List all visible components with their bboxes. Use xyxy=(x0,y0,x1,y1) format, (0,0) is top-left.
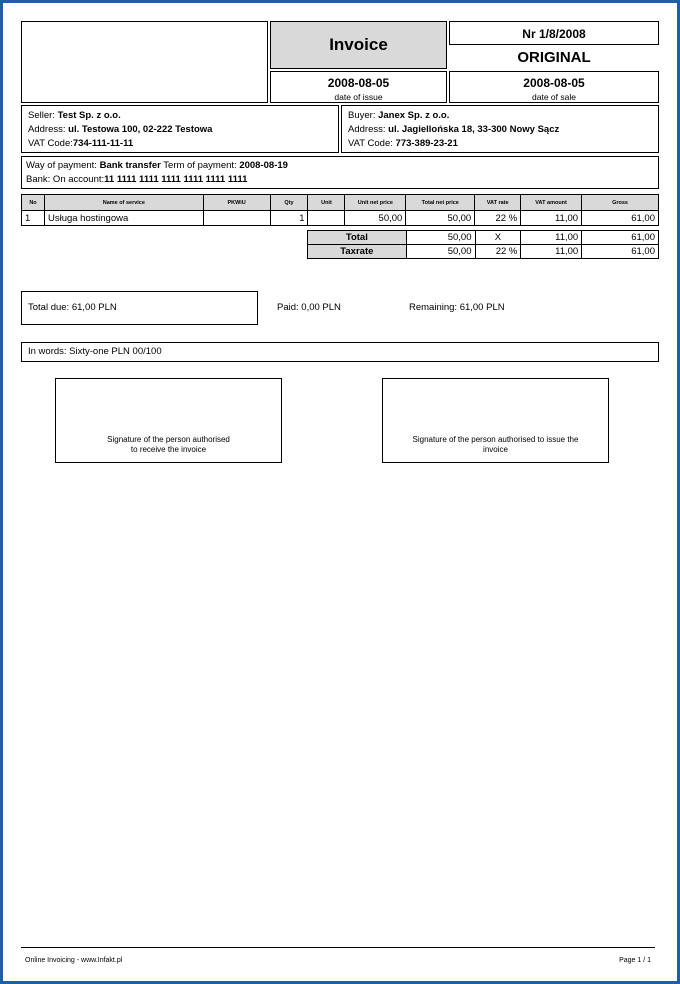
issuer-signature-caption xyxy=(383,435,608,455)
invoice-title: Invoice xyxy=(270,21,447,69)
bank-line xyxy=(26,173,654,187)
col-header-total-net: Total net price xyxy=(406,195,475,211)
totals-net: 50,00 xyxy=(406,231,475,245)
sale-date-label: date of sale xyxy=(532,92,576,102)
cell-vat-amount: 11,00 xyxy=(521,211,582,226)
col-header-unit-net: Unit net price xyxy=(345,195,406,211)
seller-address-label: Address: xyxy=(28,124,66,135)
seller-vat-label: VAT Code: xyxy=(28,138,73,149)
total-due-box xyxy=(21,291,258,325)
col-header-name: Name of service xyxy=(44,195,203,211)
buyer-box xyxy=(341,105,659,153)
receiver-signature-box xyxy=(55,378,282,463)
receiver-signature-line1: Signature of the person authorised xyxy=(107,435,230,444)
totals-vat-rate: X xyxy=(475,231,521,245)
cell-no: 1 xyxy=(22,211,45,226)
issuer-signature-line1: Signature of the person authorised to issue the xyxy=(412,435,579,444)
cell-gross: 61,00 xyxy=(582,211,659,226)
cell-qty: 1 xyxy=(270,211,308,226)
payment-line xyxy=(26,159,654,173)
sale-date: 2008-08-05 xyxy=(523,76,585,90)
taxrate-label: Taxrate xyxy=(308,245,407,259)
payment-term-label: Term of payment: xyxy=(163,160,237,171)
payment-way-label: Way of payment: xyxy=(26,160,97,171)
payment-box xyxy=(21,156,659,189)
issue-date-box xyxy=(270,71,447,103)
in-words: In words: Sixty-one PLN 00/100 xyxy=(28,346,162,357)
payment-way: Bank transfer xyxy=(99,160,161,171)
cell-unit xyxy=(308,211,345,226)
in-words-box xyxy=(21,342,659,362)
buyer-label: Buyer: xyxy=(348,110,376,121)
table-row xyxy=(22,211,659,226)
receiver-signature-caption xyxy=(56,435,281,455)
issue-date-label: date of issue xyxy=(334,92,383,102)
seller-vat-line xyxy=(28,137,332,151)
col-header-pkwiu: PKWiU xyxy=(203,195,270,211)
col-header-qty: Qty xyxy=(270,195,308,211)
payment-term: 2008-08-19 xyxy=(239,160,288,171)
seller-address: ul. Testowa 100, 02-222 Testowa xyxy=(68,124,213,135)
logo-box xyxy=(21,21,268,103)
footer-page-number: Page 1 / 1 xyxy=(619,957,651,964)
seller-label: Seller: xyxy=(28,110,55,121)
bank-label: Bank: On account: xyxy=(26,174,105,185)
cell-name: Usługa hostingowa xyxy=(44,211,203,226)
seller-vat: 734-111-11-11 xyxy=(72,138,134,149)
issuer-signature-box xyxy=(382,378,609,463)
receiver-signature-line2: to receive the invoice xyxy=(130,445,207,454)
items-table xyxy=(21,194,659,226)
totals-table xyxy=(307,230,659,259)
total-due: Total due: 61,00 PLN xyxy=(28,302,117,313)
totals-row xyxy=(308,231,659,245)
seller-name: Test Sp. z o.o. xyxy=(57,110,121,121)
totals-vat-amount: 11,00 xyxy=(521,231,582,245)
issuer-signature-line2: invoice xyxy=(483,445,508,454)
totals-gross: 61,00 xyxy=(582,231,659,245)
totals-label: Total xyxy=(308,231,407,245)
issue-date: 2008-08-05 xyxy=(327,76,390,90)
buyer-address-label: Address: xyxy=(348,124,386,135)
cell-unit-net: 50,00 xyxy=(345,211,406,226)
taxrate-vat-rate: 22 % xyxy=(475,245,521,259)
col-header-vat-rate: VAT rate xyxy=(475,195,521,211)
seller-box xyxy=(21,105,339,153)
col-header-no: No xyxy=(22,195,45,211)
col-header-unit: Unit xyxy=(308,195,345,211)
paid-amount: Paid: 0,00 PLN xyxy=(277,302,341,313)
taxrate-net: 50,00 xyxy=(406,245,475,259)
bank-account: 11 1111 1111 1111 1111 1111 1111 xyxy=(104,174,248,185)
buyer-vat: 773-389-23-21 xyxy=(395,138,458,149)
copy-label: ORIGINAL xyxy=(517,49,591,66)
buyer-vat-line xyxy=(348,137,652,151)
cell-pkwiu xyxy=(203,211,270,226)
footer-left: Online Invoicing - www.Infakt.pl xyxy=(25,957,123,964)
buyer-name-line xyxy=(348,109,652,123)
taxrate-vat-amount: 11,00 xyxy=(521,245,582,259)
col-header-vat-amount: VAT amount xyxy=(521,195,582,211)
cell-total-net: 50,00 xyxy=(406,211,475,226)
items-header-row xyxy=(22,195,659,211)
seller-name-line xyxy=(28,109,332,123)
buyer-address-line xyxy=(348,123,652,137)
remaining-amount: Remaining: 61,00 PLN xyxy=(409,302,505,313)
cell-vat-rate: 22 % xyxy=(475,211,521,226)
buyer-address: ul. Jagiellońska 18, 33-300 Nowy Sącz xyxy=(388,124,560,135)
sale-date-box xyxy=(449,71,659,103)
taxrate-gross: 61,00 xyxy=(582,245,659,259)
footer-divider xyxy=(21,947,655,948)
col-header-gross: Gross xyxy=(582,195,659,211)
taxrate-row xyxy=(308,245,659,259)
buyer-name: Janex Sp. z o.o. xyxy=(378,110,450,121)
buyer-vat-label: VAT Code: xyxy=(348,138,393,149)
seller-address-line xyxy=(28,123,332,137)
invoice-number: Nr 1/8/2008 xyxy=(449,21,659,45)
